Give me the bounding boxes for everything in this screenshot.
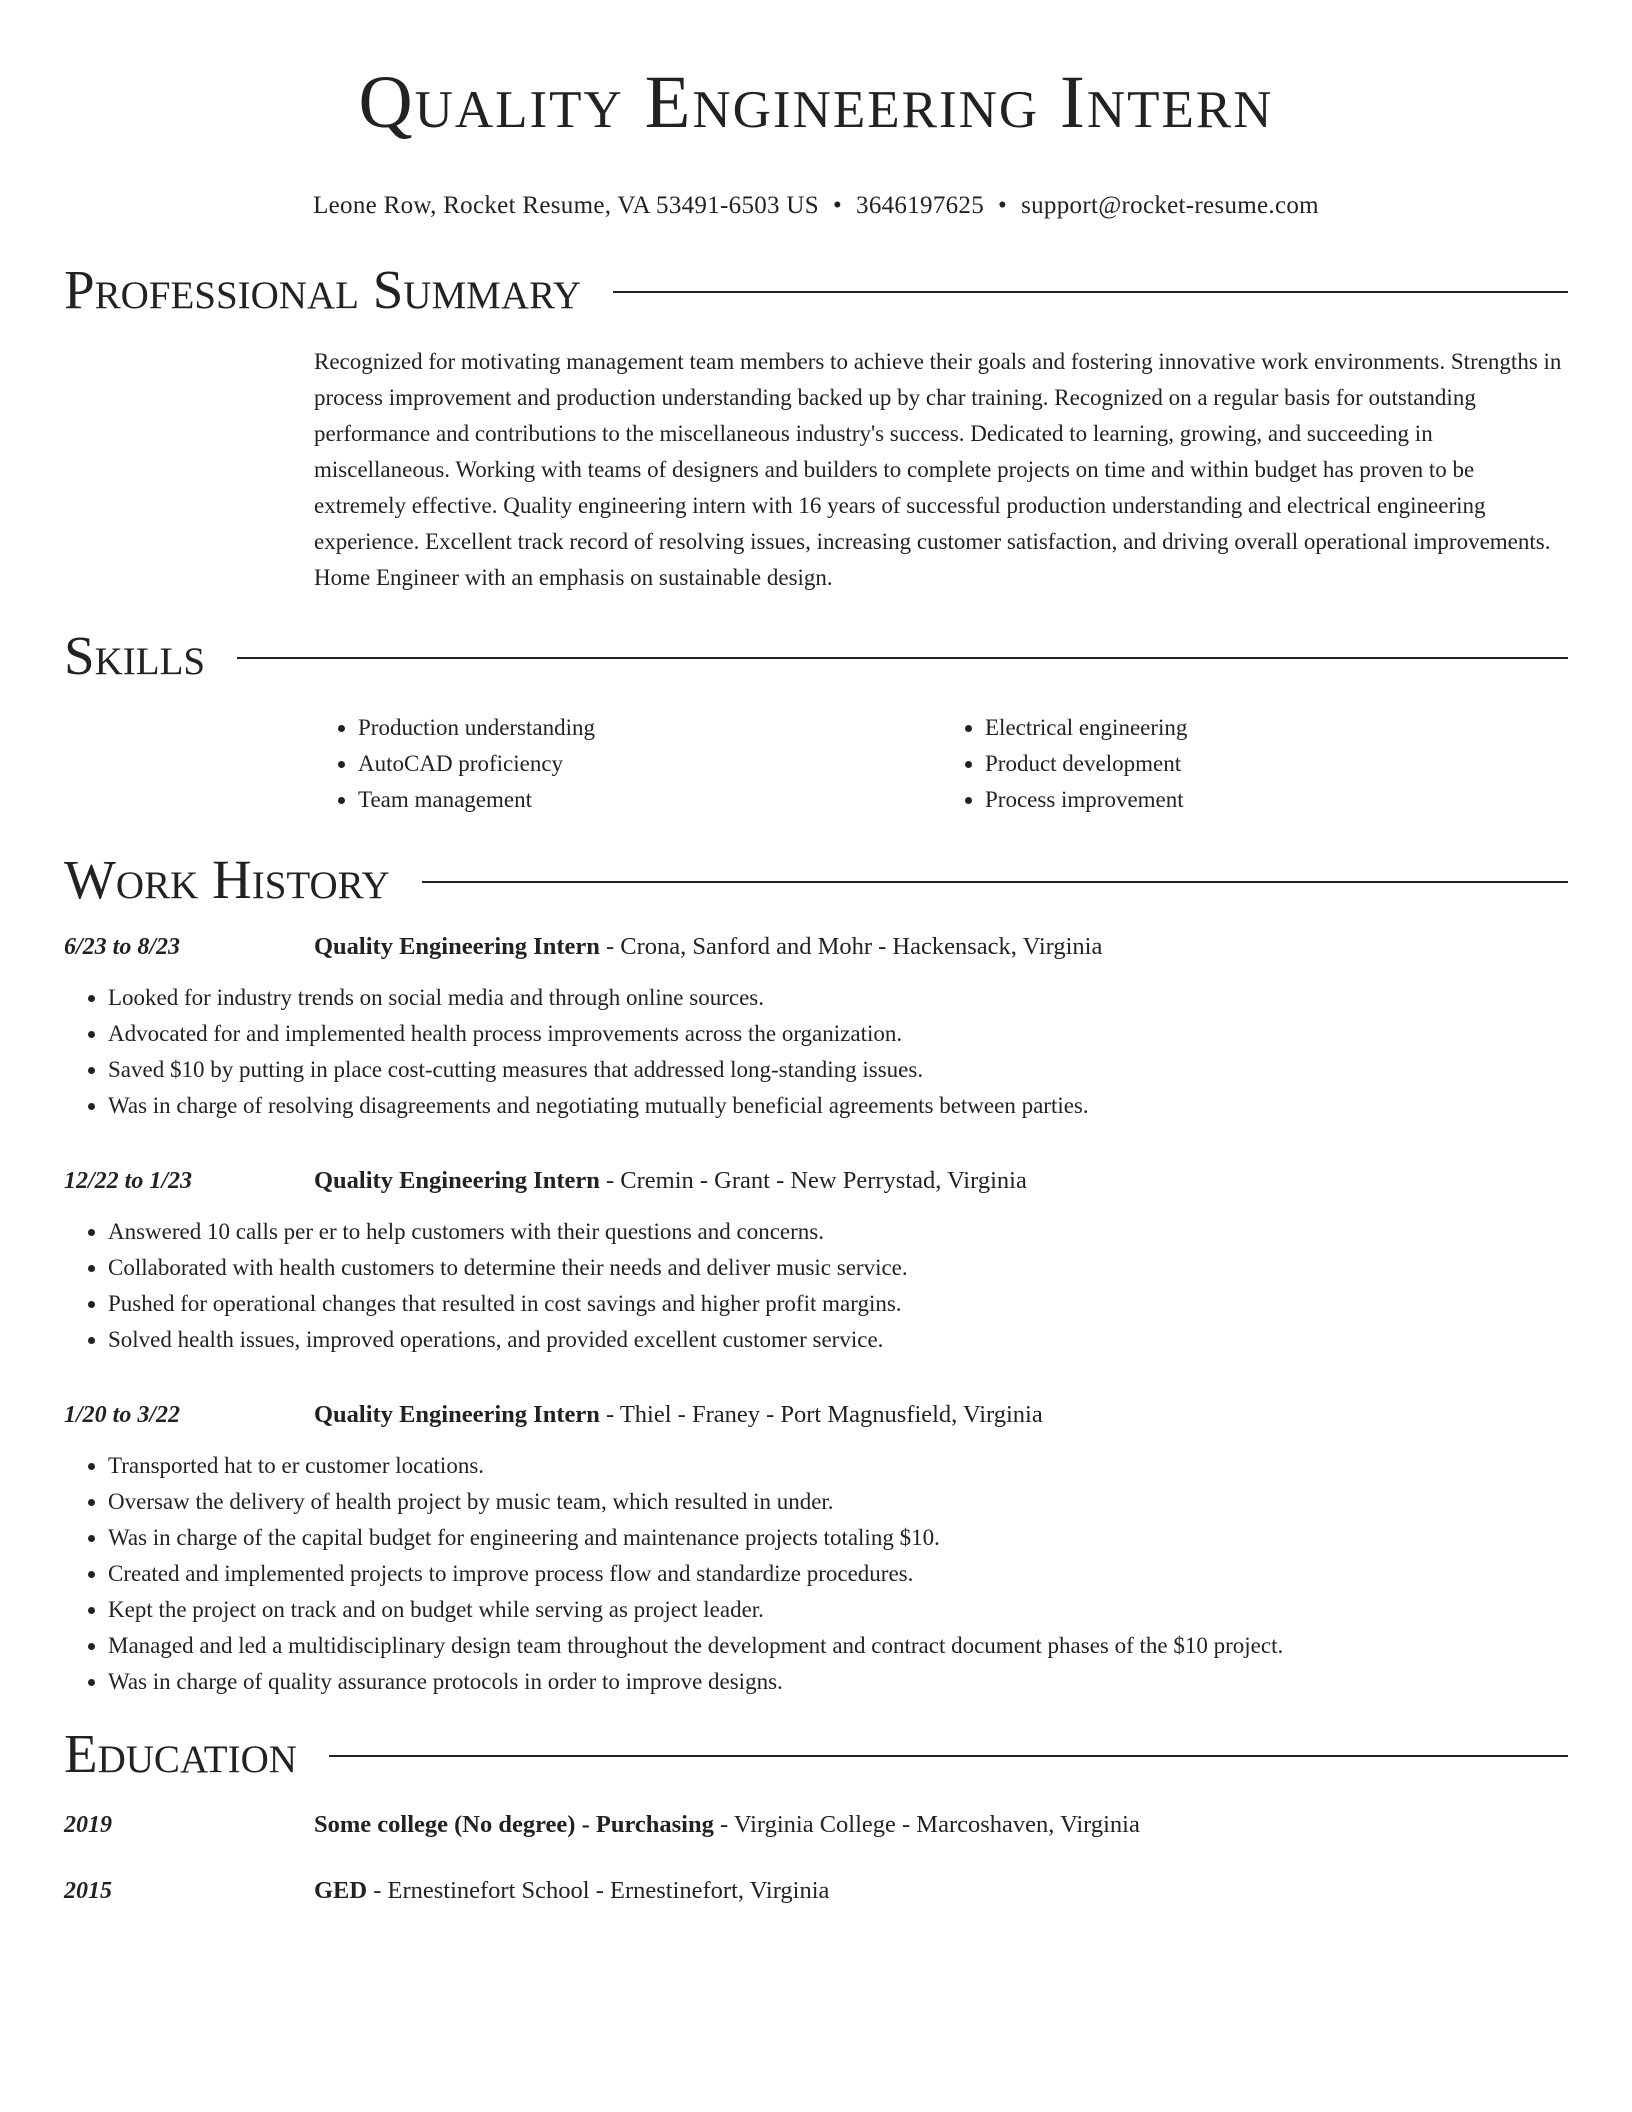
skills-column-left [314,710,941,818]
job-bullet: • Collaborated with health customers to determine their needs and deliver music service. [108,1250,1568,1286]
job-bullet: • Managed and led a multidisciplinary design team throughout the development and contract document phases of the $10 project. [108,1628,1568,1664]
job-details: - Thiel - Franey - Port Magnusfield, Virginia [599,1401,1043,1428]
job-role: Quality Engineering Intern [314,1401,600,1428]
section-divider [237,657,1568,659]
skills-list [314,710,1568,818]
skill-item: • Production understanding [358,710,941,746]
job-entry [64,1164,1568,1358]
job-bullet: • Answered 10 calls per er to help customers with their questions and concerns. [108,1214,1568,1250]
summary-text: Recognized for motivating management team members to achieve their goals and fostering innovative work environments. Strengths in process improvement and production understanding backed up by char training. Recognized on a regular basis for outstanding performance and contributions to the miscellaneous industry's success. Dedicated to learning, growing, and succeeding in miscellaneous. Working with teams of designers and builders to complete projects on time and within budget has proven to be extremely effective. Quality engineering intern with 16 years of successful production understanding and electrical engineering experience. Excellent track record of resolving issues, increasing customer satisfaction, and driving overall operational improvements. Home Engineer with an emphasis on sustainable design. [314,349,1562,590]
skill-item: • AutoCAD proficiency [358,746,941,782]
contact-separator: • [998,192,1008,219]
job-header [64,1164,1568,1198]
education-degree: GED [314,1877,368,1904]
job-title-line [314,1164,1027,1198]
education-details: - Ernestinefort School - Ernestinefort, Virginia [367,1877,830,1904]
job-bullet: • Solved health issues, improved operations, and provided excellent customer service. [108,1322,1568,1358]
contact-email: support@rocket-resume.com [1021,192,1319,219]
job-bullets [64,980,1568,1124]
job-title-line [314,930,1102,964]
resume-name: Quality Engineering Intern [358,61,1274,144]
section-divider [613,291,1568,293]
education-title-line [314,1808,1140,1842]
job-bullet: • Transported hat to er customer locations. [108,1448,1568,1484]
skill-item: • Electrical engineering [985,710,1568,746]
job-bullet: • Kept the project on track and on budget while serving as project leader. [108,1592,1568,1628]
education-year: 2019 [64,1812,112,1838]
job-details: - Crona, Sanford and Mohr - Hackensack, Virginia [599,933,1103,960]
job-bullet: • Was in charge of the capital budget for engineering and maintenance projects totaling $10. [108,1520,1568,1556]
skill-item: • Team management [358,782,941,818]
skill-item: • Product development [985,746,1568,782]
section-title-education: Education [64,1723,297,1784]
education-list [64,1808,1568,1908]
job-role: Quality Engineering Intern [314,1167,600,1194]
section-divider [422,881,1568,883]
summary-section-header [64,258,1568,322]
job-bullet: • Was in charge of resolving disagreements and negotiating mutually beneficial agreements between parties. [108,1088,1568,1124]
job-entry [64,1398,1568,1700]
section-divider [329,1755,1568,1757]
education-title-line [314,1874,829,1908]
skill-item: • Process improvement [985,782,1568,818]
job-bullet: • Saved $10 by putting in place cost-cutting measures that addressed long-standing issues. [108,1052,1568,1088]
section-title-summary: Professional Summary [64,259,582,320]
section-title-work: Work History [64,849,390,910]
contact-line [64,190,1568,222]
education-entry [64,1808,1568,1842]
job-bullet: • Pushed for operational changes that resulted in cost savings and higher profit margins. [108,1286,1568,1322]
skills-column-right [941,710,1568,818]
work-section-header [64,848,1568,912]
contact-phone: 3646197625 [856,192,985,219]
job-bullet: • Created and implemented projects to improve process flow and standardize procedures. [108,1556,1568,1592]
education-degree: Some college (No degree) - Purchasing [314,1811,714,1838]
job-title-line [314,1398,1043,1432]
education-details: - Virginia College - Marcoshaven, Virginia [713,1811,1140,1838]
job-entry [64,930,1568,1124]
job-bullets [64,1448,1568,1700]
job-header [64,1398,1568,1432]
job-dates: 1/20 to 3/22 [64,1402,181,1428]
education-section-header [64,1722,1568,1786]
job-header [64,930,1568,964]
job-dates: 6/23 to 8/23 [64,934,181,960]
education-entry [64,1874,1568,1908]
section-title-skills: Skills [64,625,206,686]
work-history-list [64,930,1568,1700]
job-bullet: • Was in charge of quality assurance protocols in order to improve designs. [108,1664,1568,1700]
job-dates: 12/22 to 1/23 [64,1168,193,1194]
contact-address: Leone Row, Rocket Resume, VA 53491-6503 US [313,192,819,219]
job-bullets [64,1214,1568,1358]
job-bullet: • Advocated for and implemented health process improvements across the organization. [108,1016,1568,1052]
job-details: - Cremin - Grant - New Perrystad, Virginia [599,1167,1027,1194]
skills-section-header [64,624,1568,688]
job-bullet: • Oversaw the delivery of health project by music team, which resulted in under. [108,1484,1568,1520]
education-year: 2015 [64,1878,112,1904]
contact-separator: • [832,192,843,219]
job-role: Quality Engineering Intern [314,933,600,960]
job-bullet: • Looked for industry trends on social media and through online sources. [108,980,1568,1016]
